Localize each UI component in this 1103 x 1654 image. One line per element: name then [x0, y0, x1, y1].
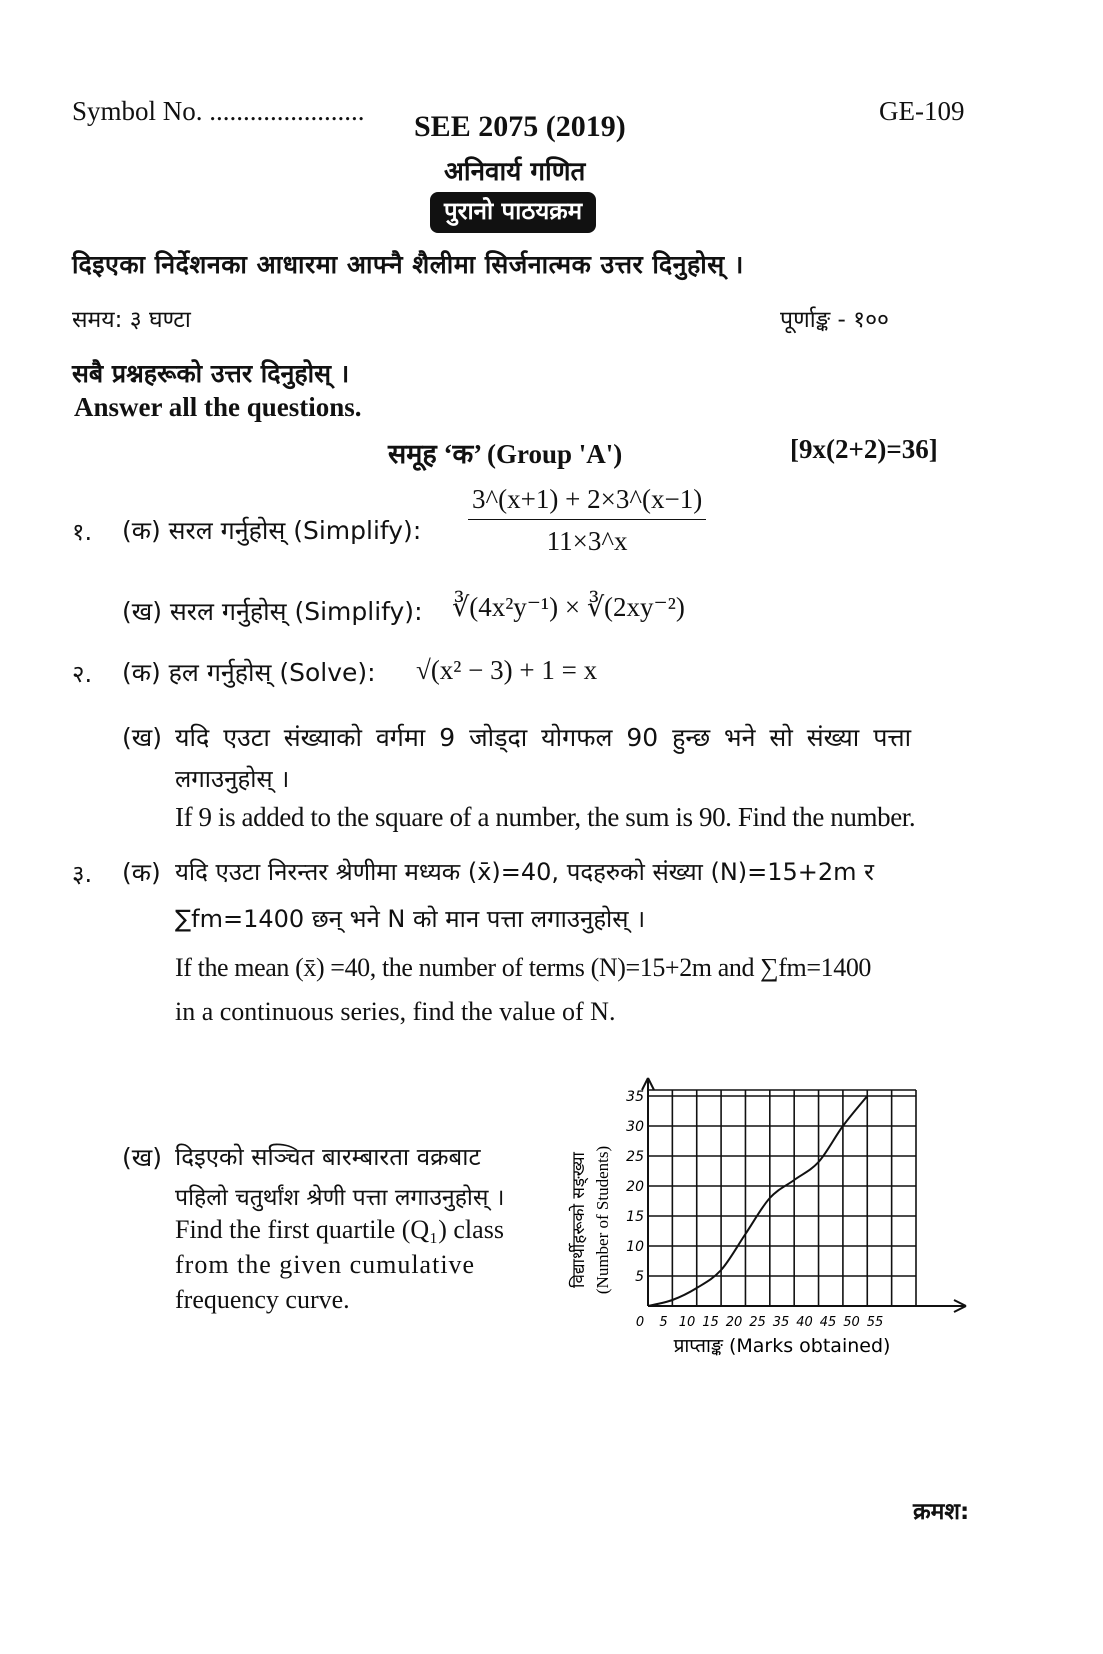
x-tick-label: 10 [678, 1315, 696, 1330]
q1a-label: (क) सरल गर्नुहोस् (Simplify): [122, 516, 422, 545]
q3a-label: (क) [122, 858, 161, 887]
x-tick-label: 20 [725, 1315, 743, 1330]
y-axis-label-en: (Number of Students) [593, 1145, 612, 1295]
q1-number: १. [72, 518, 93, 546]
q2a-expression: √(x² − 3) + 1 = x [416, 655, 598, 685]
x-tick-label: 0 [635, 1315, 645, 1330]
x-tick-label: 50 [843, 1315, 860, 1330]
q3b-text-en-3: frequency curve. [175, 1285, 350, 1314]
x-tick-label: 25 [749, 1315, 766, 1330]
y-tick-label: 35 [626, 1089, 644, 1105]
q3a-text-en-1: If the mean (x̄) =40, the number of terms (N)=15+2m and ∑fm=1400 [175, 953, 872, 982]
full-marks: पूर्णाङ्क - १०० [780, 307, 890, 333]
symbol-number: Symbol No. ....................... [72, 96, 365, 126]
y-axis-label-np: विद्यार्थीहरूको सङ्ख्या [569, 1152, 589, 1288]
q1b-label: (ख) सरल गर्नुहोस् (Simplify): [122, 597, 423, 626]
subject-title: अनिवार्य गणित [444, 157, 586, 187]
q2b-text-np-2: लगाउनुहोस् । [175, 765, 290, 793]
q1a-numerator: 3^(x+1) + 2×3^(x−1) [468, 484, 706, 520]
y-tick-label: 20 [626, 1179, 644, 1195]
x-tick-label: 15 [702, 1315, 719, 1330]
y-tick-label: 30 [626, 1119, 644, 1135]
curriculum-badge: पुरानो पाठयक्रम [430, 192, 596, 233]
q2b-label: (ख) [122, 723, 162, 752]
time-allowed: समय: ३ घण्टा [72, 307, 191, 333]
y-tick-label: 10 [626, 1239, 644, 1255]
q1b-expression: ∛(4x²y⁻¹) × ∛(2xy⁻²) [452, 592, 685, 622]
q2-number: २. [72, 660, 93, 688]
q3a-text-en-2: in a continuous series, find the value of N. [175, 997, 616, 1026]
y-tick-label: 5 [635, 1269, 644, 1285]
answer-all-en: Answer all the questions. [74, 392, 362, 422]
q3b-text-en-2: from the given cumulative [175, 1250, 476, 1279]
q2b-text-en: If 9 is added to the square of a number, the sum is 90. Find the number. [175, 802, 916, 832]
x-tick-label: 5 [659, 1315, 668, 1330]
x-tick-label: 45 [819, 1315, 837, 1330]
paper-code: GE-109 [879, 96, 965, 126]
exam-title: SEE 2075 (2019) [414, 110, 626, 143]
group-title: समूह ‘क’ (Group 'A') [388, 439, 623, 469]
q2a-label: (क) हल गर्नुहोस् (Solve): [122, 658, 376, 687]
x-tick-label: 40 [796, 1315, 813, 1330]
x-tick-label: 35 [772, 1315, 790, 1330]
q3a-text-np-1: यदि एउटा निरन्तर श्रेणीमा मध्यक (x̄)=40, पदहरुको संख्या (N)=15+2m र [175, 858, 874, 886]
q3b-text-np-1: दिइएको सञ्चित बारम्बारता वक्रबाट [175, 1143, 481, 1171]
q3b-text-np-2: पहिलो चतुर्थांश श्रेणी पत्ता लगाउनुहोस् । [175, 1185, 505, 1211]
cumulative-frequency-chart [560, 1070, 980, 1370]
x-tick-label: 55 [866, 1315, 884, 1330]
q3-number: ३. [72, 860, 93, 888]
group-marks: [9x(2+2)=36] [790, 434, 938, 464]
q3b-label: (ख) [122, 1143, 162, 1172]
q3a-text-np-2: ∑fm=1400 छन् भने N को मान पत्ता लगाउनुहोस् । [175, 905, 646, 933]
continued-marker: क्रमश: [913, 1499, 970, 1525]
instruction: दिइएका निर्देशनका आधारमा आफ्नै शैलीमा सिर्जनात्मक उत्तर दिनुहोस् । [72, 250, 744, 279]
q1a-fraction [468, 484, 706, 557]
q2b-text-np-1: यदि एउटा संख्याको वर्गमा 9 जोड्दा योगफल 90 हुन्छ भने सो संख्या पत्ता [175, 723, 912, 752]
ogive-curve [648, 1096, 867, 1306]
x-axis-label: प्राप्ताङ्क (Marks obtained) [673, 1335, 891, 1357]
q3b-text-en-1: Find the first quartile (Q₁) class [175, 1215, 504, 1244]
y-tick-label: 15 [626, 1209, 644, 1225]
y-tick-label: 25 [626, 1149, 644, 1165]
q1a-denominator: 11×3^x [546, 526, 628, 556]
answer-all-np: सबै प्रश्नहरूको उत्तर दिनुहोस् । [72, 359, 350, 388]
